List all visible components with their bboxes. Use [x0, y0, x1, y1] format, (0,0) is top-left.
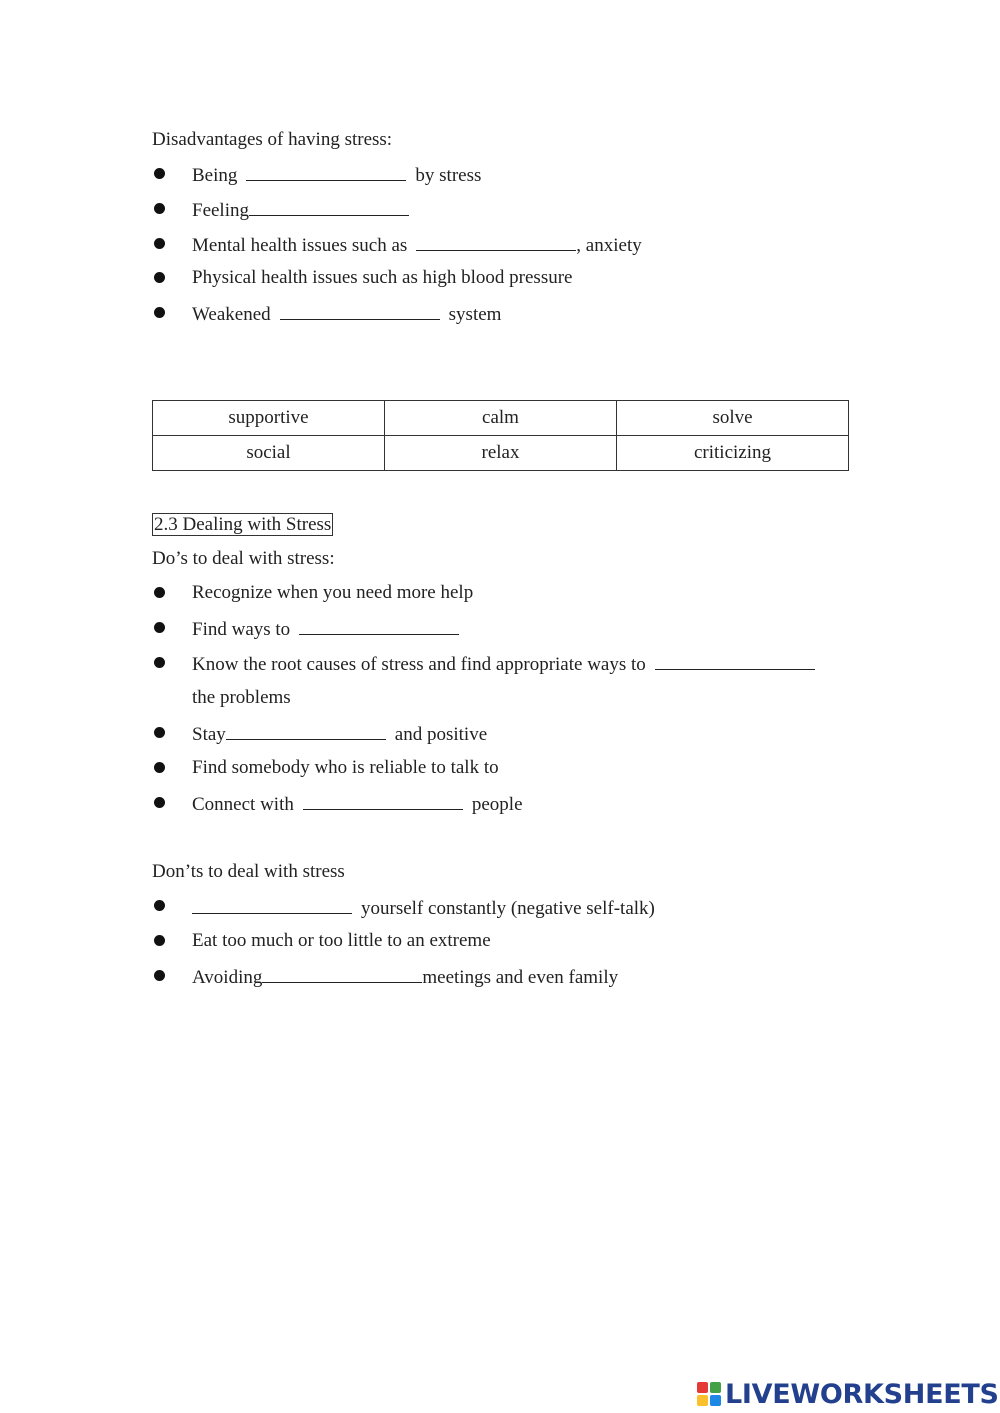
- bullet-icon: [154, 727, 165, 738]
- disadvantages-heading: Disadvantages of having stress:: [152, 129, 393, 150]
- answer-blank[interactable]: [280, 301, 440, 320]
- list-item: Mental health issues such as , anxiety: [192, 232, 642, 258]
- bullet-icon: [154, 168, 165, 179]
- word-cell: criticizing: [617, 436, 849, 471]
- bullet-icon: [154, 797, 165, 808]
- answer-blank[interactable]: [299, 616, 459, 635]
- table-row: [153, 436, 849, 471]
- list-item: Find ways to: [192, 616, 459, 642]
- bullet-icon: [154, 238, 165, 249]
- answer-blank[interactable]: [226, 721, 386, 740]
- answer-blank[interactable]: [262, 964, 422, 983]
- bullet-icon: [154, 900, 165, 911]
- bullet-icon: [154, 203, 165, 214]
- bullet-icon: [154, 657, 165, 668]
- answer-blank[interactable]: [249, 197, 409, 216]
- bullet-icon: [154, 935, 165, 946]
- word-cell: supportive: [153, 401, 385, 436]
- list-item: Eat too much or too little to an extreme: [192, 930, 491, 951]
- answer-blank[interactable]: [192, 895, 352, 914]
- answer-blank[interactable]: [303, 791, 463, 810]
- logo-mark-icon: [697, 1382, 721, 1406]
- list-item: Being by stress: [192, 162, 481, 188]
- answer-blank[interactable]: [655, 651, 815, 670]
- list-item: Find somebody who is reliable to talk to: [192, 757, 499, 778]
- list-item: Recognize when you need more help: [192, 582, 474, 603]
- bullet-icon: [154, 272, 165, 283]
- section-title: 2.3 Dealing with Stress: [154, 514, 332, 535]
- word-cell: relax: [385, 436, 617, 471]
- liveworksheets-logo: [697, 1378, 999, 1410]
- dos-heading: Do’s to deal with stress:: [152, 548, 335, 569]
- list-item: Feeling: [192, 197, 409, 223]
- bullet-icon: [154, 587, 165, 598]
- word-cell: calm: [385, 401, 617, 436]
- bullet-icon: [154, 622, 165, 633]
- list-item: Stay and positive: [192, 721, 487, 747]
- table-row: [153, 401, 849, 436]
- logo-text: LIVEWORKSHEETS: [725, 1378, 999, 1410]
- word-cell: social: [153, 436, 385, 471]
- list-item: yourself constantly (negative self-talk): [192, 895, 655, 921]
- list-item: Know the root causes of stress and find appropriate ways to: [192, 651, 815, 677]
- bullet-icon: [154, 970, 165, 981]
- answer-blank[interactable]: [246, 162, 406, 181]
- word-bank-table: [152, 400, 849, 471]
- list-item-continuation: the problems: [192, 687, 291, 708]
- list-item: Connect with people: [192, 791, 523, 817]
- list-item: Weakened system: [192, 301, 501, 327]
- list-item: Physical health issues such as high blood pressure: [192, 267, 573, 288]
- bullet-icon: [154, 307, 165, 318]
- list-item: Avoiding meetings and even family: [192, 964, 618, 990]
- bullet-icon: [154, 762, 165, 773]
- word-cell: solve: [617, 401, 849, 436]
- donts-heading: Don’ts to deal with stress: [152, 861, 345, 882]
- answer-blank[interactable]: [416, 232, 576, 251]
